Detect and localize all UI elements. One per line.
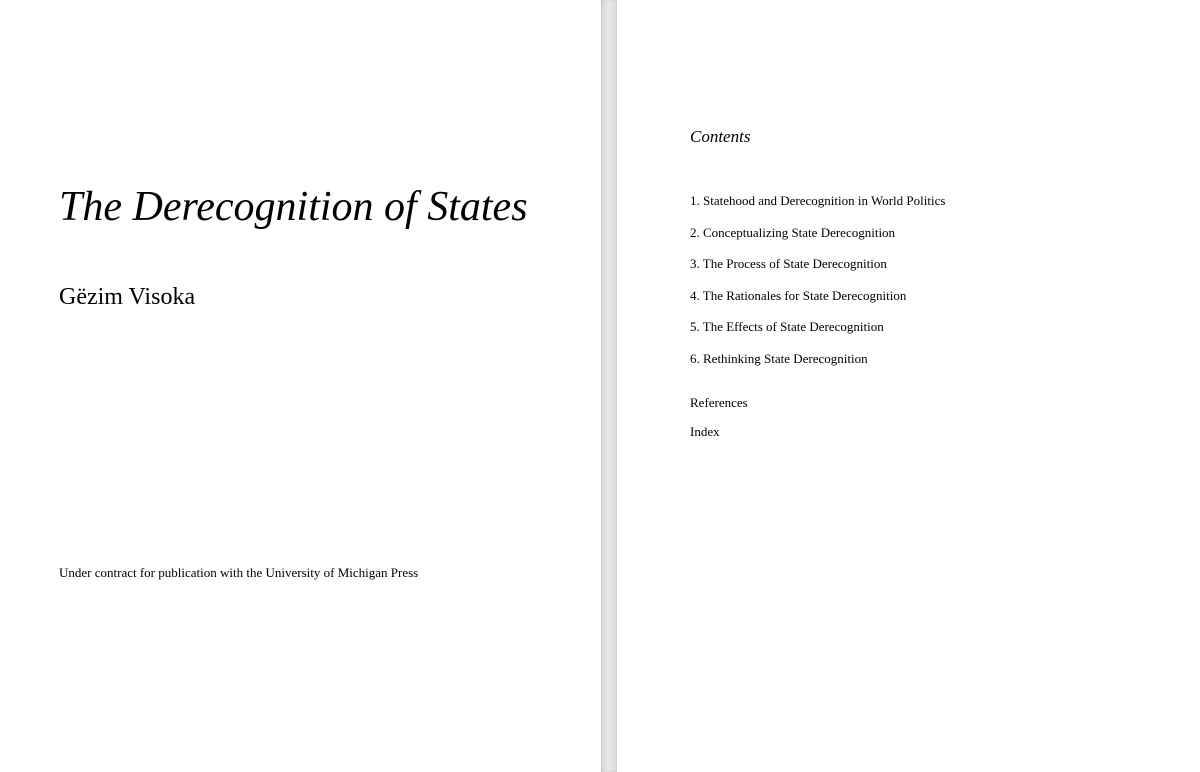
toc-entry-chapter-6: 6. Rethinking State Derecognition [690,350,868,366]
contents-heading: Contents [690,127,751,146]
chapter-list [690,192,945,381]
toc-entry-references: References [690,395,748,410]
book-author: Gëzim Visoka [59,284,196,310]
toc-entry-chapter-2: 2. Conceptualizing State Derecognition [690,224,896,240]
toc-entry-index: Index [690,424,720,439]
toc-entry-chapter-3: 3. The Process of State Derecognition [690,256,887,271]
toc-entry-chapter-1: 1. Statehood and Derecognition in World Politics [690,193,946,208]
page-gutter [601,0,617,772]
contents-page [617,0,1200,772]
publication-note: Under contract for publication with the University of Michigan Press [59,565,419,580]
back-matter-list [690,394,748,452]
toc-entry-chapter-5: 5. The Effects of State Derecognition [690,319,884,334]
toc-entry-chapter-4: 4. The Rationales for State Derecognition [690,287,907,303]
book-title: The Derecognition of States [59,184,528,230]
